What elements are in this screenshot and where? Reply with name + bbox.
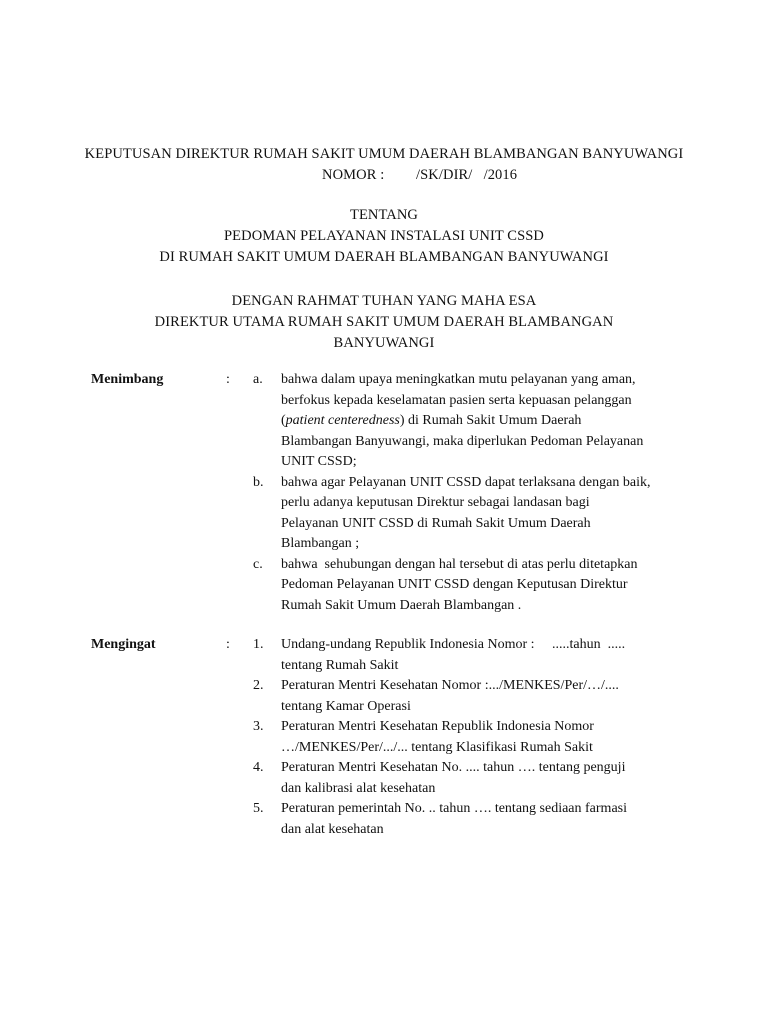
text-line: Peraturan Mentri Kesehatan No. .... tahun …. tentang penguji <box>281 760 626 775</box>
item-text <box>281 676 681 717</box>
document-header <box>0 144 768 354</box>
list-item <box>253 473 693 555</box>
item-text <box>281 555 681 617</box>
text-line: bahwa dalam upaya meningkatkan mutu pelayanan yang aman, <box>281 372 636 387</box>
list-item <box>253 799 693 840</box>
menimbang-label: Menimbang <box>91 372 164 387</box>
text-line: tentang Rumah Sakit <box>281 657 399 673</box>
item-marker: a. <box>253 372 263 387</box>
item-marker: 2. <box>253 678 264 693</box>
text-span: ( <box>281 413 286 428</box>
item-marker: 1. <box>253 637 264 652</box>
mengingat-label: Mengingat <box>91 637 156 652</box>
list-item <box>253 555 693 617</box>
item-marker: 3. <box>253 719 264 734</box>
item-marker: 5. <box>253 801 264 816</box>
tentang-heading: TENTANG <box>350 207 418 223</box>
text-line: Blambangan ; <box>281 536 360 551</box>
list-item <box>253 717 693 758</box>
text-line: Rumah Sakit Umum Daerah Blambangan . <box>281 597 522 613</box>
italic-term: patient centeredness <box>285 413 400 428</box>
text-line: Blambangan Banyuwangi, maka diperlukan Pedoman Pelayanan <box>281 433 644 449</box>
subject-line-2: DI RUMAH SAKIT UMUM DAERAH BLAMBANGAN BANYUWANGI <box>159 249 609 265</box>
text-line: perlu adanya keputusan Direktur sebagai landasan bagi <box>281 495 590 510</box>
item-text <box>281 473 681 555</box>
text-line: dan kalibrasi alat kesehatan <box>281 780 436 796</box>
mengingat-colon: : <box>226 637 230 652</box>
text-line: Peraturan Mentri Kesehatan Nomor :.../MENKES/Per/…/.... <box>281 678 619 693</box>
text-line: berfokus kepada keselamatan pasien serta kepuasan pelanggan <box>281 392 632 408</box>
text-line: dan alat kesehatan <box>281 821 384 837</box>
text-line: tentang Kamar Operasi <box>281 698 411 714</box>
menimbang-colon: : <box>226 372 230 387</box>
text-line: UNIT CSSD; <box>281 454 357 469</box>
text-line <box>281 411 681 432</box>
text-line: Pedoman Pelayanan UNIT CSSD dengan Keputusan Direktur <box>281 577 628 592</box>
item-text <box>281 799 681 840</box>
decree-number <box>0 165 768 186</box>
item-text <box>281 717 681 758</box>
list-item <box>253 370 693 473</box>
text-span: ) di Rumah Sakit Umum Daerah <box>399 413 582 428</box>
text-line: bahwa sehubungan dengan hal tersebut di atas perlu ditetapkan <box>281 556 638 572</box>
subject-line-1: PEDOMAN PELAYANAN INSTALASI UNIT CSSD <box>224 228 544 244</box>
decree-number-value: /SK/DIR/ /2016 <box>416 167 518 183</box>
item-text <box>281 370 681 473</box>
list-item <box>253 676 693 717</box>
item-marker: c. <box>253 556 263 572</box>
item-text <box>281 758 681 799</box>
item-marker: b. <box>253 474 264 490</box>
director-line-2: BANYUWANGI <box>333 335 435 351</box>
decree-title: KEPUTUSAN DIREKTUR RUMAH SAKIT UMUM DAERAH BLAMBANGAN BANYUWANGI <box>84 146 684 162</box>
text-line: Pelayanan UNIT CSSD di Rumah Sakit Umum Daerah <box>281 515 591 531</box>
mengingat-list <box>253 635 693 840</box>
list-item <box>253 635 693 676</box>
item-marker: 4. <box>253 760 264 775</box>
text-line: Peraturan Mentri Kesehatan Republik Indonesia Nomor <box>281 719 594 734</box>
rahmat-line: DENGAN RAHMAT TUHAN YANG MAHA ESA <box>231 293 537 309</box>
text-line: …/MENKES/Per/.../... tentang Klasifikasi Rumah Sakit <box>281 739 593 755</box>
text-line: Undang-undang Republik Indonesia Nomor : .....tahun ..... <box>281 637 626 652</box>
director-line-1: DIREKTUR UTAMA RUMAH SAKIT UMUM DAERAH BLAMBANGAN <box>154 314 614 330</box>
item-text <box>281 635 681 676</box>
list-item <box>253 758 693 799</box>
text-line: Peraturan pemerintah No. .. tahun …. tentang sediaan farmasi <box>281 801 627 816</box>
text-line: bahwa agar Pelayanan UNIT CSSD dapat terlaksana dengan baik, <box>281 474 651 490</box>
menimbang-list <box>253 370 693 616</box>
decree-number-label: NOMOR : <box>322 167 385 183</box>
